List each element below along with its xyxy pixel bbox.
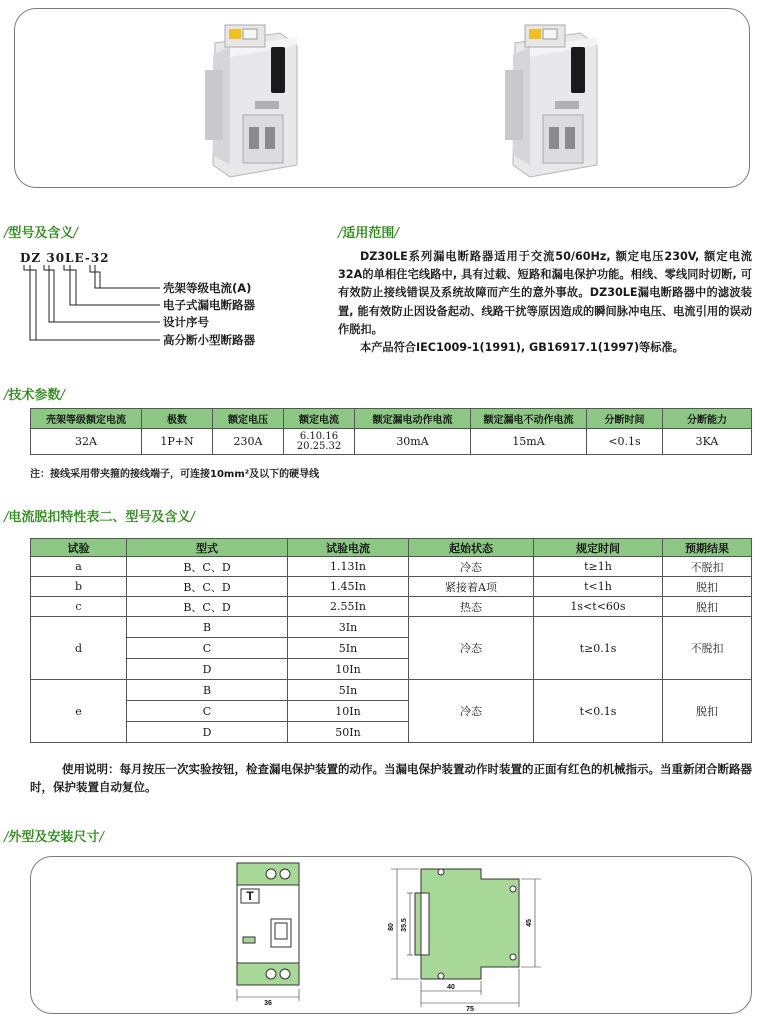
trip-header: 试验 (31, 539, 127, 557)
front-logo: T (246, 889, 254, 903)
trip-cell: t<0.1s (534, 680, 663, 743)
tech-header: 极数 (142, 409, 213, 429)
trip-cell: 5In (288, 638, 409, 659)
trip-cell: 5In (288, 680, 409, 701)
section-title-trip: /电流脱扣特性表二、型号及含义/ (4, 510, 195, 525)
trip-cell: 1s<t<60s (534, 597, 663, 617)
tech-value-row (31, 429, 752, 455)
tech-cell: 30mA (355, 429, 471, 455)
trip-cell: d (31, 617, 127, 680)
trip-cell: 紧接着A项 (409, 577, 534, 597)
trip-characteristics-table (30, 538, 752, 743)
trip-row-c (31, 597, 752, 617)
trip-cell: t≥1h (534, 557, 663, 577)
rated-current-line-2: 20.25.32 (296, 440, 342, 452)
trip-row-b (31, 577, 752, 597)
scope-paragraph-1: DZ30LE系列漏电断路器适用于交流50/60Hz, 额定电压230V, 额定电流32A的单相住宅线路中, 具有过载、短路和漏电保护功能。相线、零线同时切断, 可有效防止接线错误及系统故障而产生的意外事故。DZ30LE漏电断路器中的滤波装置, 能有效防止因设备起动、线路干扰等原因造成的瞬间脉冲电压、电流引用的误动作脱扣。 (338, 250, 752, 336)
dim-front-width: 36 (264, 1000, 272, 1007)
trip-cell: C (127, 638, 288, 659)
screw-hole-icon (438, 869, 444, 875)
trip-row-d1 (31, 617, 752, 638)
trip-header-row (31, 539, 752, 557)
trip-cell: 脱扣 (663, 577, 752, 597)
trip-cell: 热态 (409, 597, 534, 617)
trip-cell: B、C、D (127, 597, 288, 617)
trip-cell: B、C、D (127, 577, 288, 597)
dim-right-height: 45 (526, 919, 533, 927)
trip-cell: C (127, 701, 288, 722)
tech-cell: 32A (31, 429, 142, 455)
trip-header: 型式 (127, 539, 288, 557)
trip-cell: 脱扣 (663, 680, 752, 743)
trip-cell: 2.55In (288, 597, 409, 617)
tech-header: 分断能力 (663, 409, 752, 429)
tech-cell-rated-current (284, 429, 355, 455)
trip-cell: B、C、D (127, 557, 288, 577)
section-title-scope: /适用范围/ (338, 226, 399, 241)
rated-current-line-1: 6.10.16 (299, 430, 339, 442)
trip-cell: t<1h (534, 577, 663, 597)
side-view-drawing (381, 859, 561, 1011)
trip-cell: 10In (288, 659, 409, 680)
model-code: DZ 30LE-32 (20, 251, 110, 265)
model-label-frame-current: 壳架等级电流(A) (163, 281, 252, 295)
section-title-tech: /技术参数/ (4, 388, 65, 403)
tech-header: 额定电压 (213, 409, 284, 429)
section-title-dims: /外型及安装尺寸/ (4, 830, 104, 845)
trip-cell: a (31, 557, 127, 577)
terminal-screw-icon (280, 869, 290, 879)
model-label-electronic: 电子式漏电断路器 (163, 298, 255, 312)
trip-cell: e (31, 680, 127, 743)
trip-cell: c (31, 597, 127, 617)
dim-inner-height: 35.5 (401, 918, 408, 932)
tech-params-table (30, 408, 752, 455)
trip-cell: 冷态 (409, 680, 534, 743)
tech-header: 额定漏电不动作电流 (471, 409, 587, 429)
wiring-note: 注：接线采用带夹箍的接线端子，可连接10mm²及以下的硬导线 (30, 469, 320, 480)
tech-cell: <0.1s (587, 429, 663, 455)
scope-text (338, 248, 752, 357)
trip-cell: 1.45In (288, 577, 409, 597)
terminal-screw-icon (266, 969, 276, 979)
trip-header: 起始状态 (409, 539, 534, 557)
trip-cell: 3In (288, 617, 409, 638)
trip-cell: B (127, 617, 288, 638)
model-label-high-break: 高分断小型断路器 (163, 333, 255, 347)
model-label-design-no: 设计序号 (163, 315, 209, 329)
tech-header: 壳架等级额定电流 (31, 409, 142, 429)
usage-text: 使用说明：每月按压一次实验按钮，检查漏电保护装置的动作。当漏电保护装置动作时装置的正面有红色的机械指示。当重新闭合断路器时，保护装置自动复位。 (30, 762, 752, 794)
terminal-screw-icon (266, 869, 276, 879)
tech-header: 额定电流 (284, 409, 355, 429)
screw-hole-icon (510, 886, 516, 892)
trip-cell: B (127, 680, 288, 701)
trip-cell: 1.13In (288, 557, 409, 577)
tech-cell: 1P+N (142, 429, 213, 455)
trip-row-a (31, 557, 752, 577)
trip-cell: D (127, 722, 288, 743)
terminal-screw-icon (280, 969, 290, 979)
screw-hole-icon (438, 973, 444, 979)
trip-header: 试验电流 (288, 539, 409, 557)
tech-cell: 230A (213, 429, 284, 455)
tech-header: 分断时间 (587, 409, 663, 429)
section-title-model: /型号及含义/ (4, 226, 78, 241)
trip-cell: 不脱扣 (663, 617, 752, 680)
trip-cell: 冷态 (409, 617, 534, 680)
trip-cell: 不脱扣 (663, 557, 752, 577)
trip-cell: b (31, 577, 127, 597)
usage-instructions (30, 760, 752, 796)
trip-cell: D (127, 659, 288, 680)
tech-header-row (31, 409, 752, 429)
dim-bottom-total: 75 (466, 1006, 474, 1011)
tech-cell: 15mA (471, 429, 587, 455)
scope-paragraph-2: 本产品符合IEC1009-1(1991), GB16917.1(1997)等标准。 (360, 341, 684, 355)
trip-cell: 冷态 (409, 557, 534, 577)
front-view-drawing (229, 859, 329, 1009)
trip-cell: 10In (288, 701, 409, 722)
dim-bottom-inner: 40 (447, 984, 455, 991)
dim-height: 80 (388, 923, 395, 931)
breaker-photo-2 (485, 15, 615, 179)
trip-row-e1 (31, 680, 752, 701)
tech-cell: 3KA (663, 429, 752, 455)
trip-header: 规定时间 (534, 539, 663, 557)
trip-cell: 脱扣 (663, 597, 752, 617)
trip-cell: 50In (288, 722, 409, 743)
screw-hole-icon (510, 954, 516, 960)
trip-header: 预期结果 (663, 539, 752, 557)
dimension-frame (30, 856, 752, 1014)
tech-header: 额定漏电动作电流 (355, 409, 471, 429)
trip-cell: t≥0.1s (534, 617, 663, 680)
